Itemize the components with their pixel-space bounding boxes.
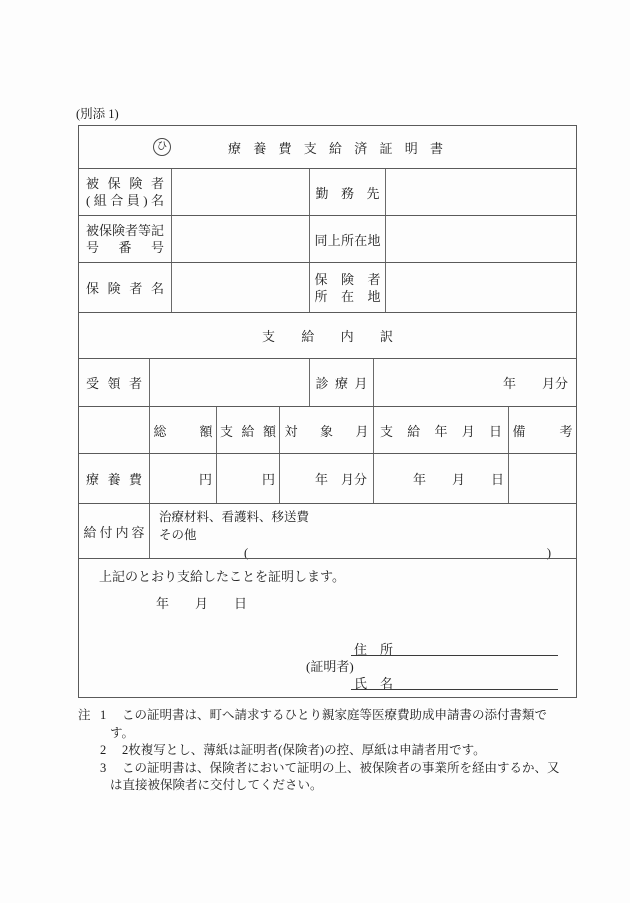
medical-expense-label: 療養費 [86,472,142,487]
insured-name-value [171,169,309,215]
recipient-row [79,358,576,406]
certification-area [79,558,576,697]
target-month-header: 対象月 [279,407,373,453]
note-text-1: この証明書は、町へ請求するひとり親家庭等医療費助成申請書の添付書類です。 [110,708,548,740]
certifier-address-line: 住 所 [351,639,558,656]
benefit-line-2: その他 [159,528,197,542]
certification-date-line: 年 月 日 [156,596,248,611]
footnotes [78,707,561,795]
payment-date-value: 年 月 日 [373,454,508,503]
note-number-3: 3 [100,760,107,775]
insured-number-value [171,216,309,262]
workplace-address-value [385,216,576,262]
target-month-value: 年 月分 [279,454,373,503]
remarks-value [508,454,576,503]
title-row [79,126,576,168]
close-paren: ) [546,546,551,560]
open-paren: ( [244,546,249,560]
detail-header-blank [79,407,149,453]
certifier-name-line: 氏 名 [351,673,558,690]
attachment-label: (別添 1) [76,107,119,121]
total-amount-header: 総額 [149,407,216,453]
workplace-address-label: 同上所在地 [309,216,385,262]
note-number-1: 1 [100,708,107,722]
certifier-label: (証明者) [306,659,354,674]
total-amount-unit: 円 [149,454,216,503]
form-title: 療養費支給済証明書 [228,140,443,156]
workplace-label: 勤務先 [309,169,385,215]
recipient-label: 受領者 [86,376,142,391]
note-number-2: 2 [100,743,107,757]
certification-statement: 上記のとおり支給したことを証明します。 [99,569,345,584]
insurer-name-row [79,262,576,312]
detail-header-row [79,406,576,453]
insurer-address-value [385,263,576,312]
benefit-line-1: 治療材料、看護料、移送費 [159,510,310,524]
insured-name-row [79,168,576,215]
insured-number-label: 被保険者等記 号番号 [86,223,165,255]
certificate-form-table [78,125,577,698]
note-item-2 [78,742,561,760]
treatment-month-label: 診療月 [309,359,373,406]
payment-date-header: 支給年月日 [373,407,508,453]
workplace-value [385,169,576,215]
insurer-address-label: 保険者 所在地 [309,263,385,312]
paid-amount-unit: 円 [216,454,279,503]
benefit-content-label: 給付内容 [83,524,145,540]
paid-amount-header: 支給額 [216,407,279,453]
recipient-value [149,359,309,406]
note-text-3: この証明書は、保険者において証明の上、被保険者の事業所を経由するか、又は直接被保険者に交付してください。 [110,760,560,792]
insurer-name-label: 保険者名 [86,281,164,296]
payment-breakdown-header [79,312,576,358]
note-item-1 [78,707,561,742]
note-item-3 [78,760,561,795]
benefit-content-value [149,504,576,558]
medical-expense-row [79,453,576,503]
section-title: 支給内訳 [262,329,393,344]
note-text-2: 2枚複写とし、薄紙は証明者(保険者)の控、厚紙は申請者用です。 [122,743,486,757]
insured-name-label: 被保険者 (組合員)名 [86,176,164,208]
treatment-month-value: 年 月分 [373,359,576,406]
benefit-content-row [79,503,576,558]
insured-number-row [79,215,576,262]
circled-hi-mark: ひ [153,138,171,156]
remarks-header: 備考 [508,407,576,453]
insurer-name-value [171,263,309,312]
note-marker: 注 [78,708,91,722]
